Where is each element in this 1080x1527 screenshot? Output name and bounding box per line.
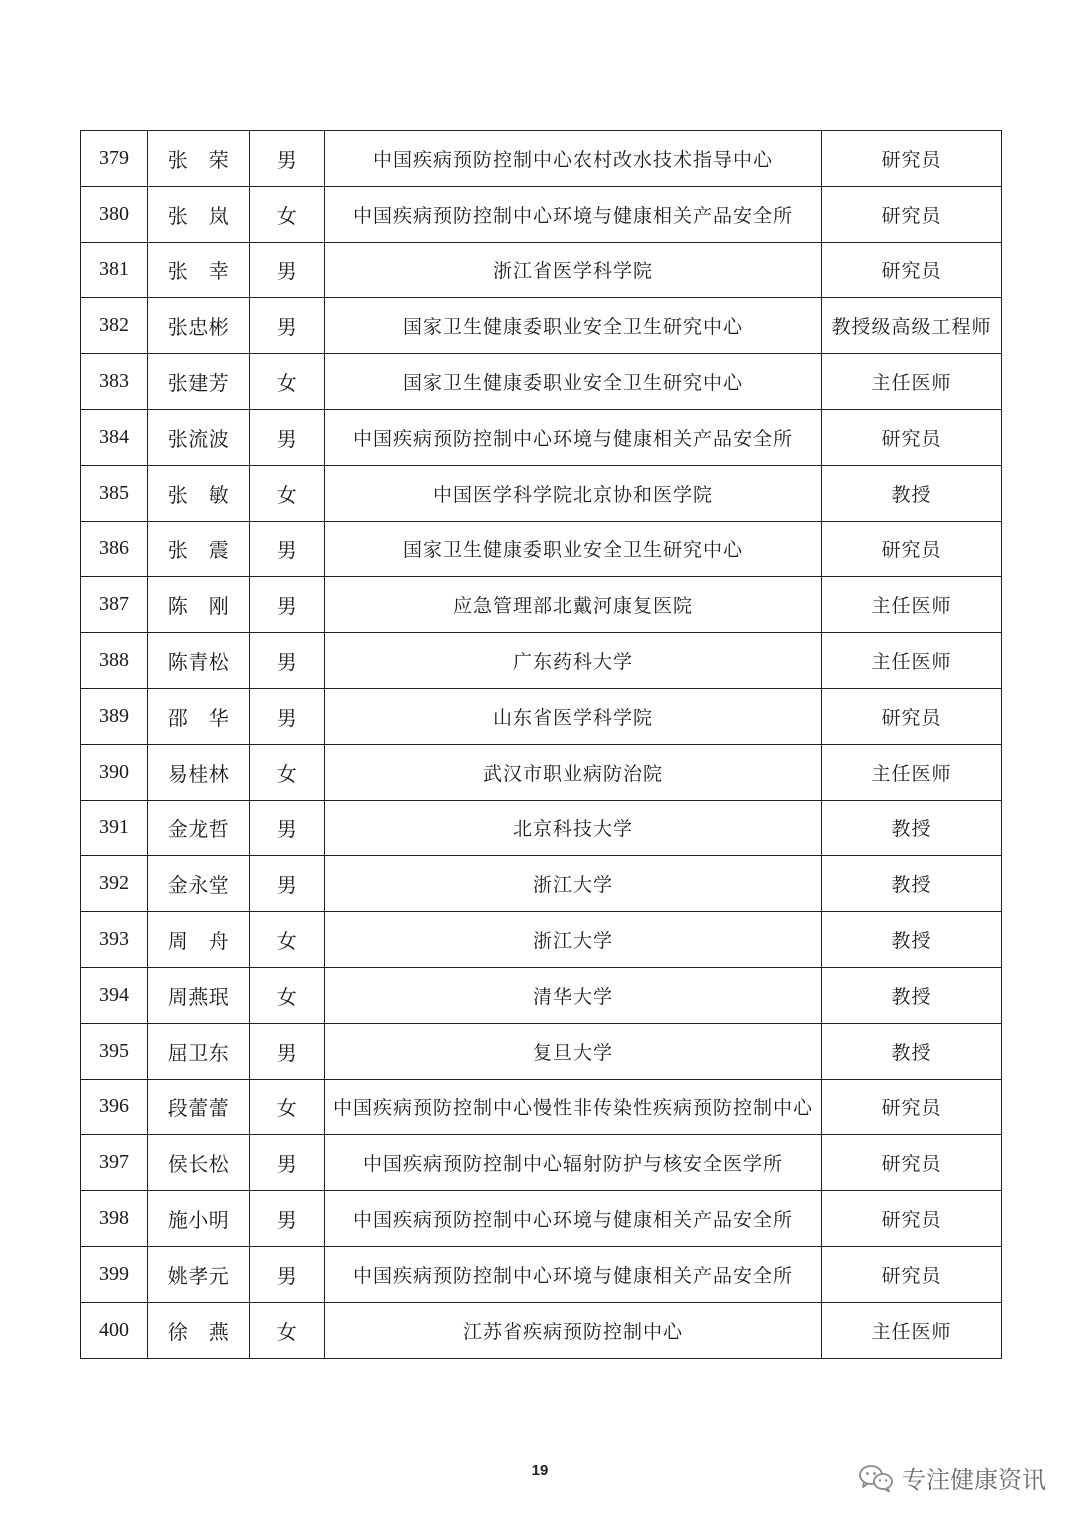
person-name-cell: 易桂林 (148, 744, 250, 800)
table-row (81, 912, 1002, 968)
table-row (81, 577, 1002, 633)
job-title-cell: 教授 (822, 800, 1002, 856)
table-row (81, 465, 1002, 521)
watermark-text: 专注健康资讯 (902, 1466, 1046, 1494)
organization-cell: 中国疾病预防控制中心慢性非传染性疾病预防控制中心 (325, 1079, 822, 1135)
row-number-cell: 396 (81, 1079, 148, 1135)
organization-cell: 国家卫生健康委职业安全卫生研究中心 (325, 521, 822, 577)
organization-cell: 应急管理部北戴河康复医院 (325, 577, 822, 633)
person-name-cell: 周 舟 (148, 912, 250, 968)
person-name-cell: 张忠彬 (148, 298, 250, 354)
row-number-cell: 392 (81, 856, 148, 912)
roster-table-body (81, 131, 1002, 1359)
person-sex-cell: 男 (250, 521, 325, 577)
table-row (81, 242, 1002, 298)
table-row (81, 856, 1002, 912)
table-row (81, 688, 1002, 744)
person-sex-cell: 男 (250, 131, 325, 187)
row-number-cell: 379 (81, 131, 148, 187)
person-name-cell: 张流波 (148, 409, 250, 465)
organization-cell: 国家卫生健康委职业安全卫生研究中心 (325, 354, 822, 410)
table-row (81, 409, 1002, 465)
person-name-cell: 金永堂 (148, 856, 250, 912)
table-row (81, 186, 1002, 242)
job-title-cell: 主任医师 (822, 633, 1002, 689)
person-name-cell: 张建芳 (148, 354, 250, 410)
job-title-cell: 研究员 (822, 186, 1002, 242)
organization-cell: 江苏省疾病预防控制中心 (325, 1302, 822, 1358)
person-name-cell: 张 荣 (148, 131, 250, 187)
job-title-cell: 教授 (822, 856, 1002, 912)
job-title-cell: 研究员 (822, 131, 1002, 187)
organization-cell: 中国疾病预防控制中心环境与健康相关产品安全所 (325, 409, 822, 465)
job-title-cell: 教授级高级工程师 (822, 298, 1002, 354)
person-sex-cell: 男 (250, 688, 325, 744)
job-title-cell: 教授 (822, 912, 1002, 968)
person-name-cell: 张 震 (148, 521, 250, 577)
organization-cell: 北京科技大学 (325, 800, 822, 856)
row-number-cell: 400 (81, 1302, 148, 1358)
watermark (858, 1460, 1046, 1495)
wechat-icon (858, 1463, 894, 1493)
table-row (81, 800, 1002, 856)
person-name-cell: 张 敏 (148, 465, 250, 521)
job-title-cell: 研究员 (822, 688, 1002, 744)
table-row (81, 131, 1002, 187)
job-title-cell: 研究员 (822, 242, 1002, 298)
job-title-cell: 研究员 (822, 1135, 1002, 1191)
organization-cell: 国家卫生健康委职业安全卫生研究中心 (325, 298, 822, 354)
person-name-cell: 施小明 (148, 1191, 250, 1247)
person-name-cell: 徐 燕 (148, 1302, 250, 1358)
organization-cell: 中国疾病预防控制中心环境与健康相关产品安全所 (325, 186, 822, 242)
job-title-cell: 主任医师 (822, 744, 1002, 800)
table-row (81, 354, 1002, 410)
person-sex-cell: 女 (250, 912, 325, 968)
person-name-cell: 邵 华 (148, 688, 250, 744)
person-name-cell: 屈卫东 (148, 1023, 250, 1079)
job-title-cell: 研究员 (822, 1246, 1002, 1302)
row-number-cell: 395 (81, 1023, 148, 1079)
table-row (81, 1135, 1002, 1191)
person-name-cell: 张 幸 (148, 242, 250, 298)
row-number-cell: 387 (81, 577, 148, 633)
organization-cell: 中国疾病预防控制中心环境与健康相关产品安全所 (325, 1246, 822, 1302)
table-row (81, 633, 1002, 689)
row-number-cell: 389 (81, 688, 148, 744)
person-sex-cell: 女 (250, 354, 325, 410)
job-title-cell: 研究员 (822, 1079, 1002, 1135)
person-sex-cell: 男 (250, 633, 325, 689)
job-title-cell: 研究员 (822, 521, 1002, 577)
row-number-cell: 380 (81, 186, 148, 242)
table-row (81, 1246, 1002, 1302)
person-sex-cell: 男 (250, 1135, 325, 1191)
table-row (81, 1191, 1002, 1247)
person-sex-cell: 男 (250, 577, 325, 633)
person-name-cell: 张 岚 (148, 186, 250, 242)
person-sex-cell: 男 (250, 242, 325, 298)
organization-cell: 复旦大学 (325, 1023, 822, 1079)
person-name-cell: 周燕珉 (148, 967, 250, 1023)
person-name-cell: 侯长松 (148, 1135, 250, 1191)
roster-table (80, 130, 1002, 1359)
organization-cell: 中国疾病预防控制中心环境与健康相关产品安全所 (325, 1191, 822, 1247)
row-number-cell: 385 (81, 465, 148, 521)
person-name-cell: 陈青松 (148, 633, 250, 689)
table-row (81, 1302, 1002, 1358)
person-sex-cell: 男 (250, 1246, 325, 1302)
row-number-cell: 399 (81, 1246, 148, 1302)
organization-cell: 广东药科大学 (325, 633, 822, 689)
page-number: 19 (531, 1462, 549, 1479)
table-row (81, 1023, 1002, 1079)
table-row (81, 744, 1002, 800)
organization-cell: 清华大学 (325, 967, 822, 1023)
person-sex-cell: 男 (250, 856, 325, 912)
row-number-cell: 388 (81, 633, 148, 689)
job-title-cell: 教授 (822, 1023, 1002, 1079)
row-number-cell: 383 (81, 354, 148, 410)
job-title-cell: 教授 (822, 967, 1002, 1023)
organization-cell: 浙江大学 (325, 856, 822, 912)
person-name-cell: 姚孝元 (148, 1246, 250, 1302)
row-number-cell: 386 (81, 521, 148, 577)
person-sex-cell: 女 (250, 967, 325, 1023)
organization-cell: 中国医学科学院北京协和医学院 (325, 465, 822, 521)
person-sex-cell: 男 (250, 409, 325, 465)
person-sex-cell: 女 (250, 1079, 325, 1135)
row-number-cell: 390 (81, 744, 148, 800)
person-sex-cell: 女 (250, 186, 325, 242)
organization-cell: 中国疾病预防控制中心辐射防护与核安全医学所 (325, 1135, 822, 1191)
person-sex-cell: 男 (250, 298, 325, 354)
table-row (81, 1079, 1002, 1135)
table-row (81, 298, 1002, 354)
organization-cell: 浙江大学 (325, 912, 822, 968)
job-title-cell: 研究员 (822, 409, 1002, 465)
person-sex-cell: 女 (250, 1302, 325, 1358)
person-name-cell: 段蕾蕾 (148, 1079, 250, 1135)
person-name-cell: 金龙哲 (148, 800, 250, 856)
row-number-cell: 382 (81, 298, 148, 354)
person-sex-cell: 女 (250, 465, 325, 521)
row-number-cell: 391 (81, 800, 148, 856)
person-name-cell: 陈 刚 (148, 577, 250, 633)
row-number-cell: 397 (81, 1135, 148, 1191)
organization-cell: 中国疾病预防控制中心农村改水技术指导中心 (325, 131, 822, 187)
table-row (81, 521, 1002, 577)
person-sex-cell: 男 (250, 1191, 325, 1247)
row-number-cell: 398 (81, 1191, 148, 1247)
job-title-cell: 主任医师 (822, 577, 1002, 633)
row-number-cell: 393 (81, 912, 148, 968)
job-title-cell: 研究员 (822, 1191, 1002, 1247)
organization-cell: 武汉市职业病防治院 (325, 744, 822, 800)
row-number-cell: 381 (81, 242, 148, 298)
organization-cell: 山东省医学科学院 (325, 688, 822, 744)
job-title-cell: 主任医师 (822, 1302, 1002, 1358)
person-sex-cell: 男 (250, 1023, 325, 1079)
row-number-cell: 394 (81, 967, 148, 1023)
person-sex-cell: 女 (250, 744, 325, 800)
table-row (81, 967, 1002, 1023)
row-number-cell: 384 (81, 409, 148, 465)
job-title-cell: 主任医师 (822, 354, 1002, 410)
job-title-cell: 教授 (822, 465, 1002, 521)
organization-cell: 浙江省医学科学院 (325, 242, 822, 298)
person-sex-cell: 男 (250, 800, 325, 856)
